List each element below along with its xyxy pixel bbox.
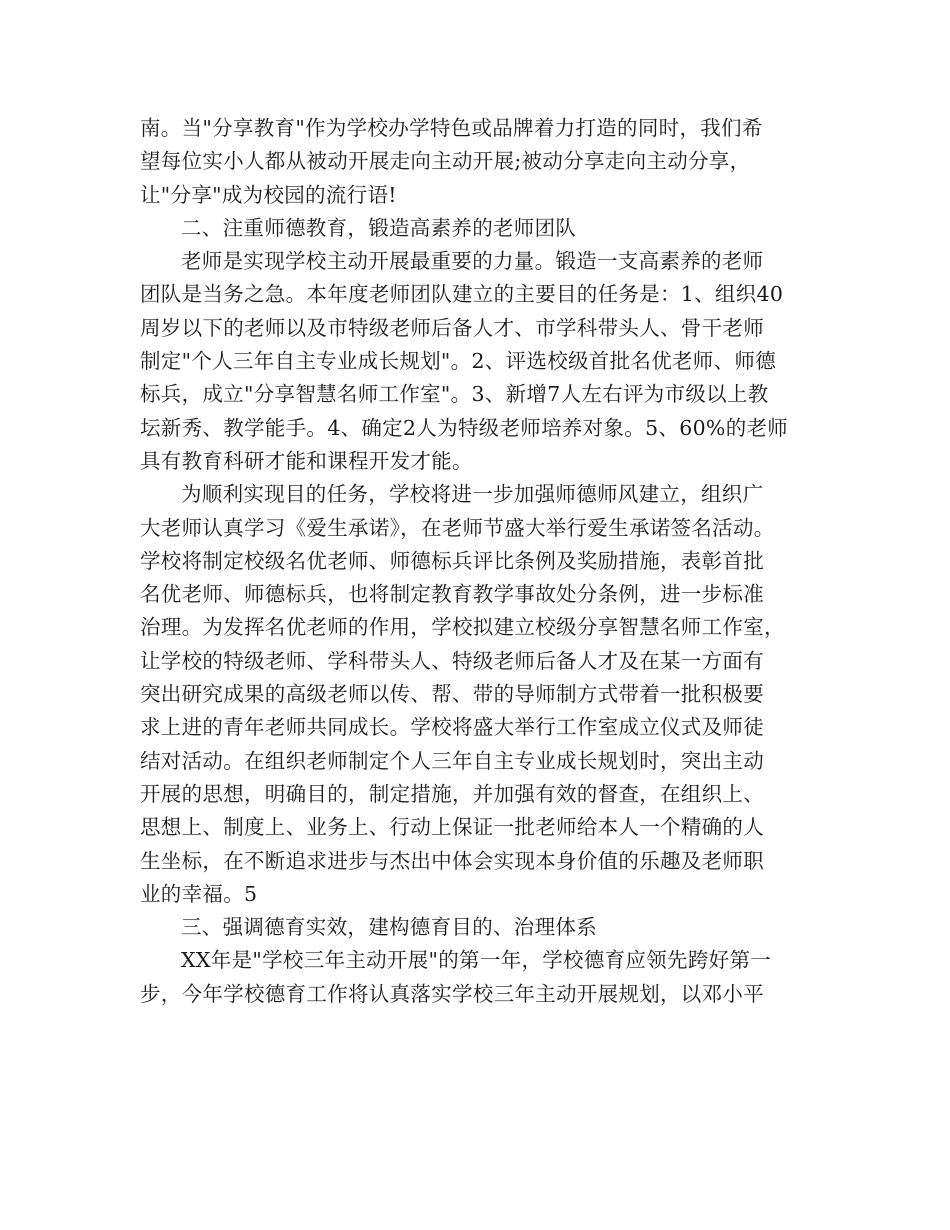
text-line: 坛新秀、教学能手。4、确定2人为特级老师培养对象。5、60%的老师 — [140, 415, 789, 440]
text-line: 团队是当务之急。本年度老师团队建立的主要目的任务是：1、组织40 — [140, 282, 784, 307]
text-line: 标兵，成立"分享智慧名师工作室"。3、新增7人左右评为市级以上教 — [140, 382, 769, 407]
text-line: 制定"个人三年自主专业成长规划"。2、评选校级首批名优老师、师德 — [140, 349, 776, 374]
text-line: 让学校的特级老师、学科带头人、特级老师后备人才及在某一方面有 — [140, 648, 764, 673]
section-heading: 三、强调德育实效，建构德育目的、治理体系 — [181, 915, 597, 940]
text-line: 业的幸福。5 — [140, 881, 258, 906]
text-line: 突出研究成果的高级老师以传、帮、带的导师制方式带着一批积极要 — [140, 682, 764, 707]
paragraph-start-line: 为顺利实现目的任务，学校将进一步加强师德师风建立，组织广 — [181, 482, 764, 507]
text-line: 望每位实小人都从被动开展走向主动开展;被动分享走向主动分享， — [140, 149, 751, 174]
text-line: 让"分享"成为校园的流行语! — [140, 182, 397, 207]
text-line: 开展的思想，明确目的，制定措施，并加强有效的督查，在组织上、 — [140, 781, 764, 806]
text-line: 思想上、制度上、业务上、行动上保证一批老师给本人一个精确的人 — [140, 815, 764, 840]
text-line: 南。当"分享教育"作为学校办学特色或品牌着力打造的同时，我们希 — [140, 116, 763, 140]
text-line: 求上进的青年老师共同成长。学校将盛大举行工作室成立仪式及师徒 — [140, 715, 764, 740]
text-line: 生坐标，在不断追求进步与杰出中体会实现本身价值的乐趣及老师职 — [140, 848, 764, 873]
paragraph-start-line: XX年是"学校三年主动开展"的第一年，学校德育应领先跨好第一 — [181, 948, 772, 973]
text-line: 治理。为发挥名优老师的作用，学校拟建立校级分享智慧名师工作室， — [140, 615, 785, 640]
text-line: 大老师认真学习《爱生承诺》，在老师节盛大举行爱生承诺签名活动。 — [140, 515, 775, 540]
paragraph-start-line: 老师是实现学校主动开展最重要的力量。锻造一支高素养的老师 — [181, 249, 764, 274]
section-heading: 二、注重师德教育，锻造高素养的老师团队 — [181, 215, 577, 240]
text-line: 学校将制定校级名优老师、师德标兵评比条例及奖励措施，表彰首批 — [140, 548, 764, 573]
text-line: 具有教育科研才能和课程开发才能。 — [140, 448, 473, 473]
text-line: 周岁以下的老师以及市特级老师后备人才、市学科带头人、骨干老师 — [140, 315, 764, 340]
text-line: 名优老师、师德标兵，也将制定教育教学事故处分条例，进一步标准 — [140, 582, 764, 607]
text-line: 步，今年学校德育工作将认真落实学校三年主动开展规划，以邓小平 — [140, 981, 764, 1006]
text-line: 结对活动。在组织老师制定个人三年自主专业成长规划时，突出主动 — [140, 748, 764, 773]
document-body — [140, 112, 820, 1011]
